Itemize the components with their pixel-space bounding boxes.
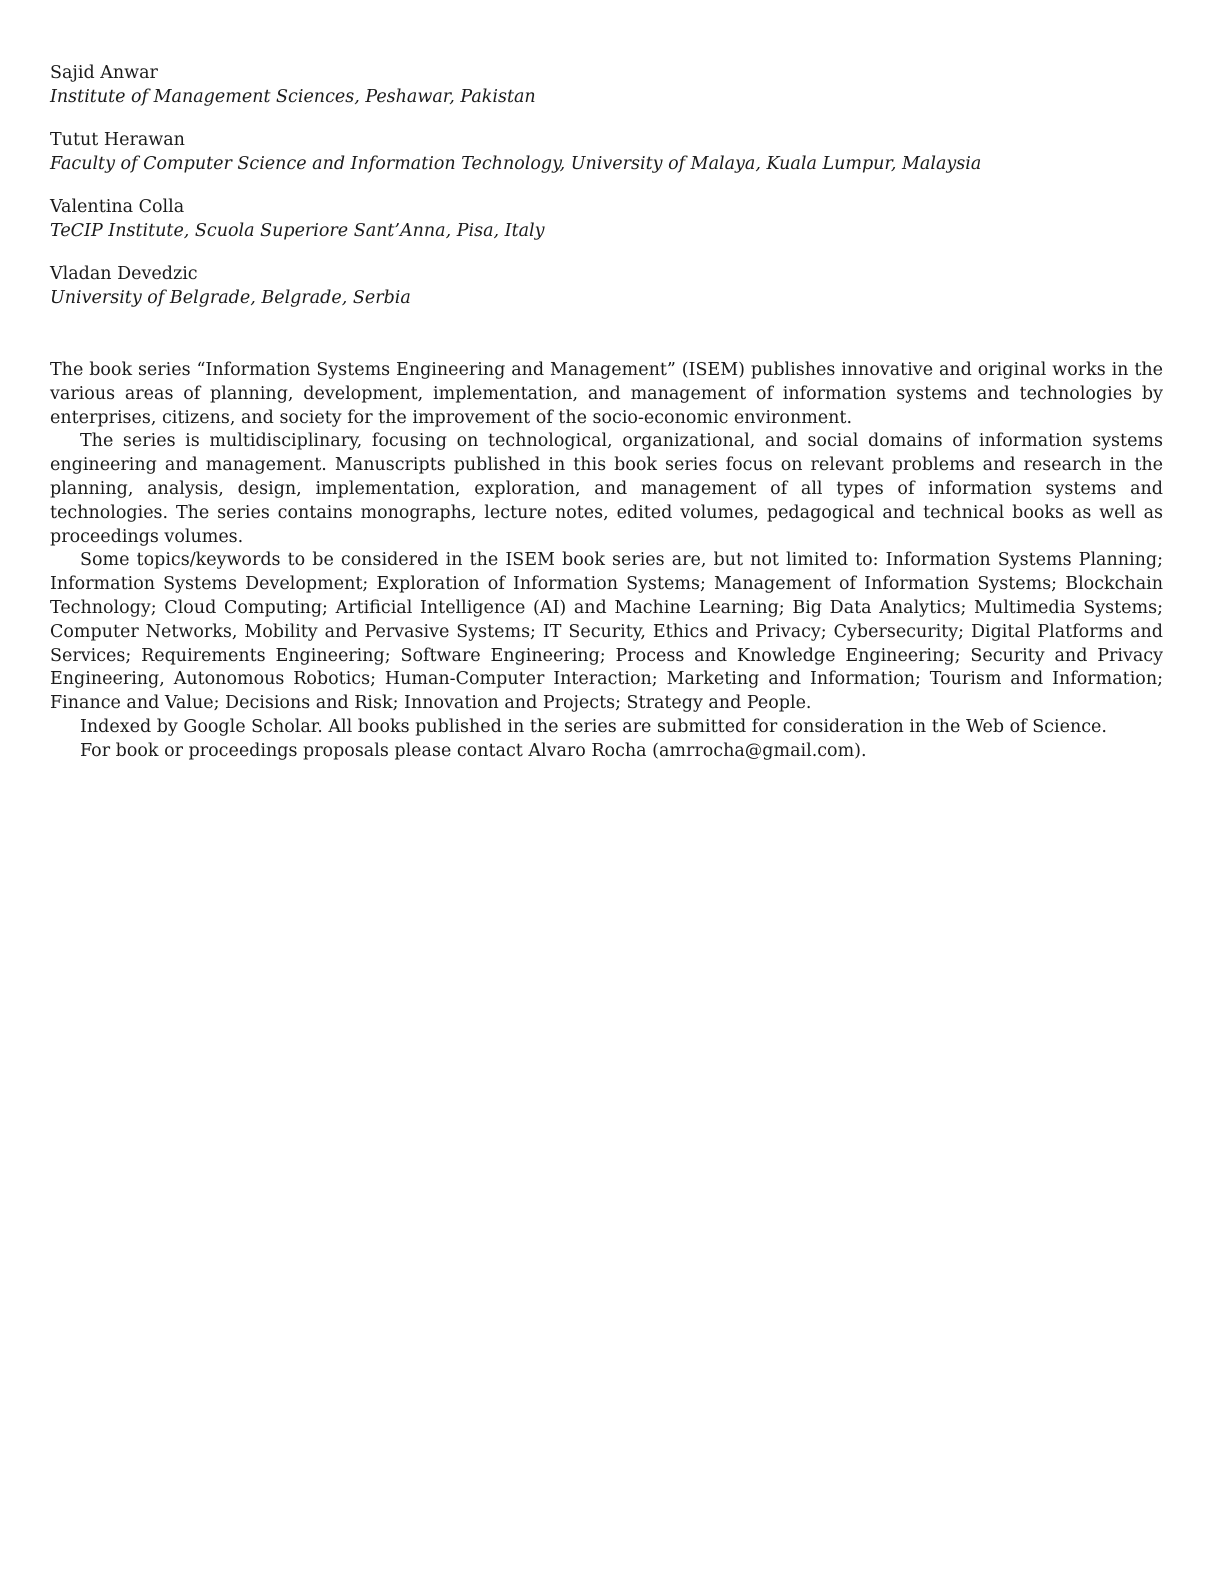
editor-affiliation: TeCIP Institute, Scuola Superiore Sant’Anna, Pisa, Italy bbox=[50, 221, 545, 241]
description-paragraph: The series is multidisciplinary, focusing on technological, organizational, and social domains of information systems engineering and management. Manuscripts published in this book series focus on relevant problems and research in the planning, analysis, design, implementation, exploration, and management of all types of information systems and technologies. The series contains monographs, lecture notes, edited volumes, pedagogical and technical books as well as proceedings volumes. bbox=[50, 431, 1163, 547]
editor-name: Tutut Herawan bbox=[50, 130, 185, 150]
description-paragraph: The book series “Information Systems Engineering and Management” (ISEM) publishes innovative and original works in the various areas of planning, development, implementation, and management of information systems and technologies by enterprises, citizens, and society for the improvement of the socio-economic environment. bbox=[50, 360, 1163, 428]
editor-entry bbox=[50, 61, 1163, 109]
editor-entry bbox=[50, 195, 1163, 243]
description-paragraph: Some topics/keywords to be considered in the ISEM book series are, but not limited to: Information Systems Planning; Information Systems Development; Exploration of Information Systems; Management of Information Systems; Blockchain Technology; Cloud Computing; Artificial Intelligence (AI) and Machine Learning; Big Data Analytics; Multimedia Systems; Computer Networks, Mobility and Pervasive Systems; IT Security, Ethics and Privacy; Cybersecurity; Digital Platforms and Services; Requirements Engineering; Software Engineering; Process and Knowledge Engineering; Security and Privacy Engineering, Autonomous Robotics; Human-Computer Interaction; Marketing and Information; Tourism and Information; Finance and Value; Decisions and Risk; Innovation and Projects; Strategy and People. bbox=[50, 550, 1163, 714]
editor-affiliation: University of Belgrade, Belgrade, Serbia bbox=[50, 288, 411, 308]
editor-affiliation: Institute of Management Sciences, Peshawar, Pakistan bbox=[50, 87, 536, 107]
series-description bbox=[50, 359, 1163, 764]
editor-entry bbox=[50, 128, 1163, 176]
description-paragraph: For book or proceedings proposals please contact Alvaro Rocha (amrrocha@gmail.com). bbox=[80, 740, 867, 761]
editor-name: Valentina Colla bbox=[50, 197, 185, 217]
page-content bbox=[50, 61, 1163, 764]
editor-name: Sajid Anwar bbox=[50, 63, 158, 83]
description-paragraph: Indexed by Google Scholar. All books published in the series are submitted for consideration in the Web of Science. bbox=[80, 716, 1107, 737]
editor-entry bbox=[50, 262, 1163, 310]
editor-name: Vladan Devedzic bbox=[50, 264, 198, 284]
editor-affiliation: Faculty of Computer Science and Information Technology, University of Malaya, Kuala Lumpur, Malaysia bbox=[50, 154, 982, 174]
